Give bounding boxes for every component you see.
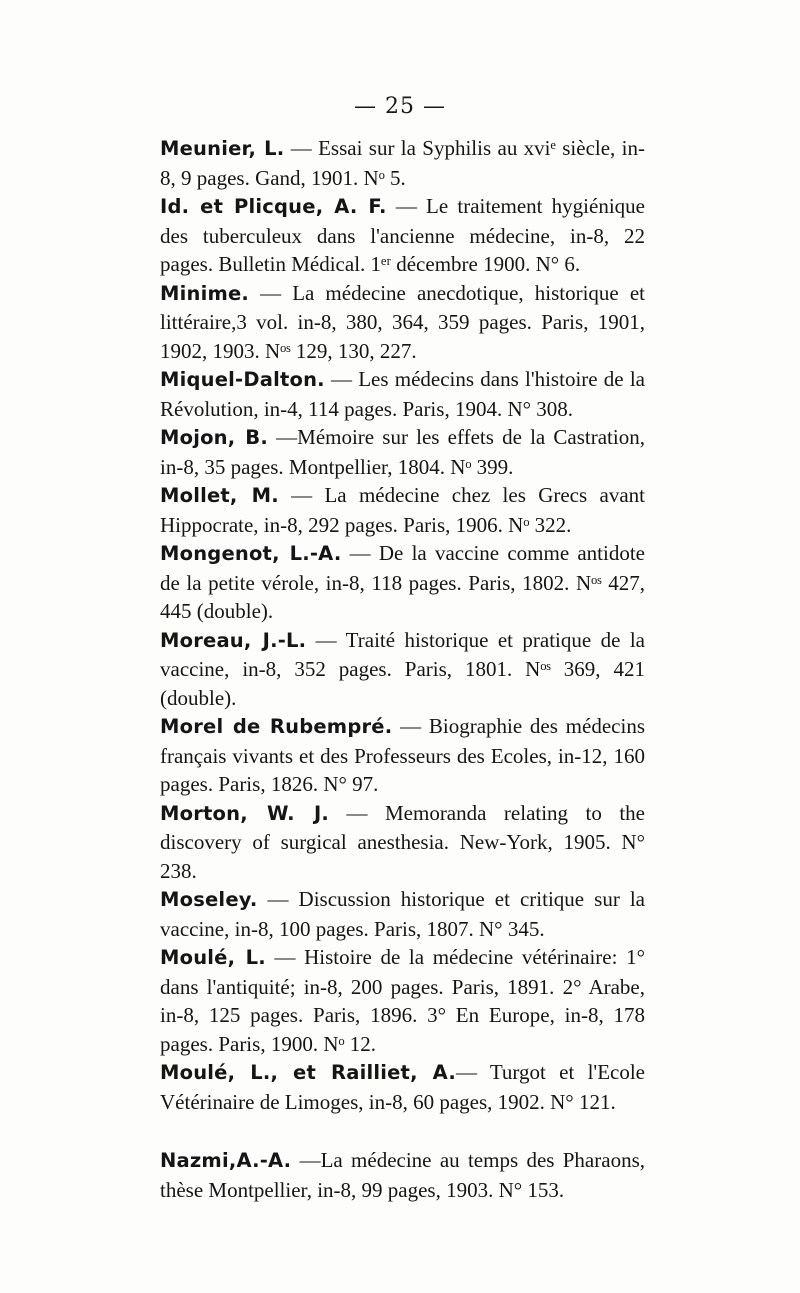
entry-author: Moreau, J.-L. xyxy=(160,628,307,652)
bibliography-entry xyxy=(160,1058,645,1116)
entry-author: Mollet, M. xyxy=(160,484,279,507)
entry-text: — Turgot et l'Ecole Vétérinaire de Limoges, in-8, 60 pages, 1902. N° 121. xyxy=(160,1060,645,1114)
entry-author: Meunier, L. xyxy=(160,137,285,160)
bibliography-entry xyxy=(160,943,645,1058)
entry-text: — Les médecins dans l'histoire de la Révolution, in-4, 114 pages. Paris, 1904. N° 308. xyxy=(160,367,645,421)
bibliography-entry xyxy=(160,1146,645,1204)
entry-author: Miquel-Dalton. xyxy=(160,368,325,391)
entry-text: — Traité historique et pratique de la vaccine, in-8, 352 pages. Paris, 1801. Nᵒˢ 369, 421 (double). xyxy=(160,627,645,710)
page-number: — 25 — xyxy=(354,94,446,119)
entry-author: Minime. xyxy=(160,281,250,305)
bibliography-entry xyxy=(160,134,645,192)
entry-text: — Histoire de la médecine vétérinaire: 1° dans l'antiquité; in-8, 200 pages. Paris, 1891. 2° Arabe, in-8, 125 pages. Paris, 1896. 3° En Europe, in-8, 178 pages. Paris, 1900. Nᵒ 12. xyxy=(160,945,645,1056)
entry-text: —La médecine au temps des Pharaons, thèse Montpellier, in-8, 99 pages, 1903. N° 153. xyxy=(160,1148,645,1202)
bibliography-entry xyxy=(160,481,645,539)
entry-text: —Mémoire sur les effets de la Castration, in-8, 35 pages. Montpellier, 1804. Nᵒ 399. xyxy=(160,425,645,479)
bibliography-entry xyxy=(160,885,645,943)
bibliography-entry xyxy=(160,712,645,799)
entry-author: Moulé, L., et Railliet, A. xyxy=(160,1061,456,1084)
bibliography-entry xyxy=(160,539,645,626)
entry-text: — Biographie des médecins français vivants et des Professeurs des Ecoles, in-12, 160 pages. Paris, 1826. N° 97. xyxy=(160,714,645,796)
entry-author: Moulé, L. xyxy=(160,946,266,969)
bibliography-entry xyxy=(160,192,645,279)
entry-author: Moseley. xyxy=(160,888,258,911)
entry-text: — Le traitement hygiénique des tuberculeux dans l'ancienne médecine, in-8, 22 pages. Bulletin Médical. 1ᵉʳ décembre 1900. N° 6. xyxy=(160,194,645,276)
bibliography-entry xyxy=(160,279,645,366)
bibliography-list xyxy=(160,134,645,1204)
entry-author: Mojon, B. xyxy=(160,426,268,449)
bibliography-entry xyxy=(160,423,645,481)
entry-author: Id. et Plicque, A. F. xyxy=(160,195,387,218)
entry-author: Morel de Rubempré. xyxy=(160,715,393,738)
entry-author: Morton, W. J. xyxy=(160,801,330,825)
entry-text: — De la vaccine comme antidote de la petite vérole, in-8, 118 pages. Paris, 1802. Nᵒˢ 427, 445 (double). xyxy=(160,541,646,623)
entry-text: — Essai sur la Syphilis au xviᵉ siècle, in-8, 9 pages. Gand, 1901. Nᵒ 5. xyxy=(160,136,645,190)
entry-author: Mongenot, L.-A. xyxy=(160,542,342,565)
bibliography-entry xyxy=(160,626,645,713)
entry-text: — Memoranda relating to the discovery of surgical anesthesia. New-York, 1905. N° 238. xyxy=(160,800,645,883)
entry-text: — La médecine anecdotique, historique et littéraire,3 vol. in-8, 380, 364, 359 pages. Paris, 1901, 1902, 1903. Nᵒˢ 129, 130, 227. xyxy=(160,280,645,363)
bibliography-entry xyxy=(160,365,645,423)
entry-author: Nazmi,A.-A. xyxy=(160,1149,292,1172)
entry-text: — La médecine chez les Grecs avant Hippocrate, in-8, 292 pages. Paris, 1906. Nᵒ 322. xyxy=(160,483,645,537)
bibliography-entry xyxy=(160,799,645,886)
entry-text: — Discussion historique et critique sur la vaccine, in-8, 100 pages. Paris, 1807. N° 345. xyxy=(160,887,645,941)
